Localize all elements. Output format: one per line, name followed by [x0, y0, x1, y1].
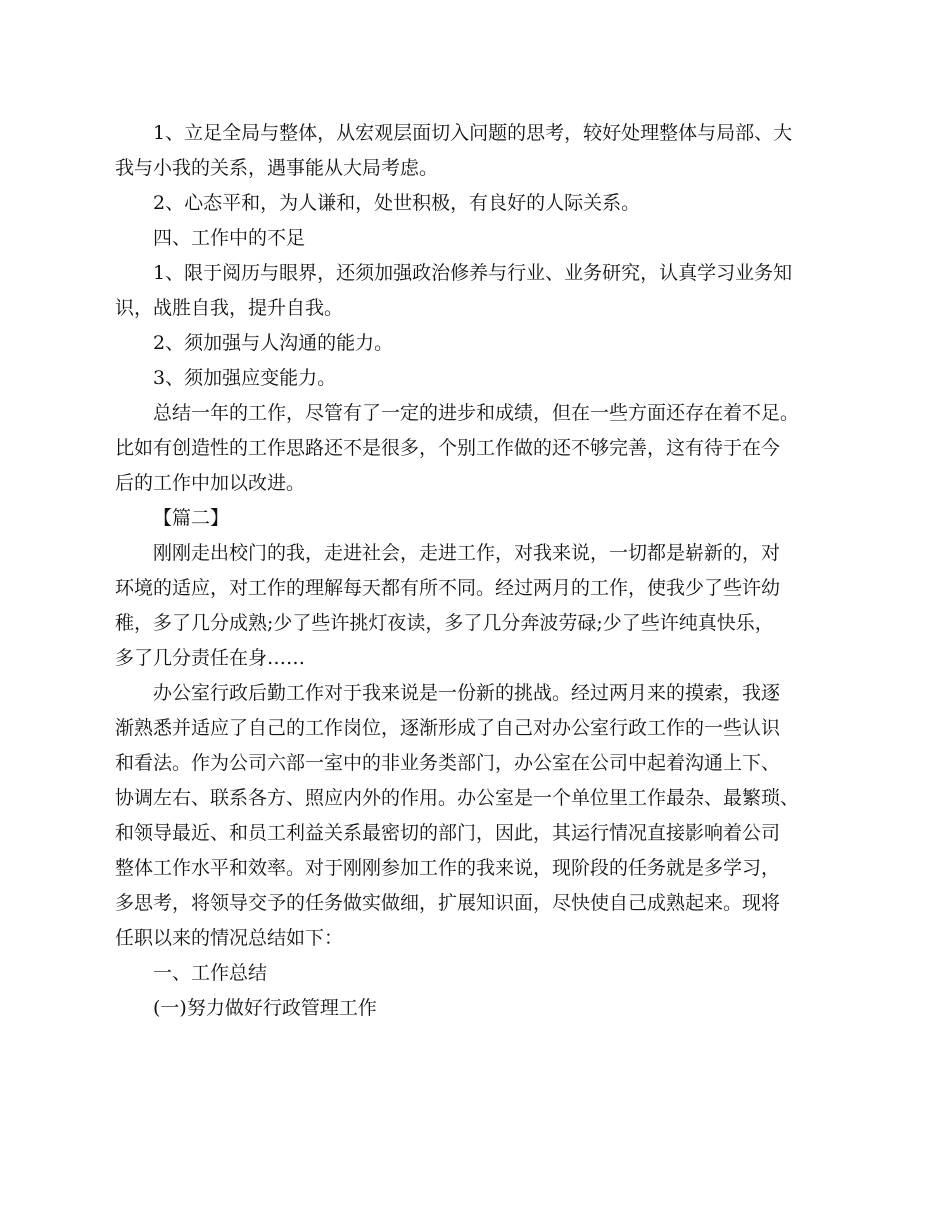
- text-line: 协调左右、联系各方、照应内外的作用。办公室是一个单位里工作最杂、最繁琐、: [115, 787, 800, 809]
- section-heading-part-two: [115, 501, 815, 536]
- text-line: 刚刚走出校门的我，走进社会，走进工作，对我来说，一切都是崭新的，对: [153, 542, 781, 564]
- paragraph-strength-2: [115, 186, 815, 221]
- paragraph-shortcoming-3: [115, 361, 815, 396]
- text-line: 总结一年的工作，尽管有了一定的进步和成绩，但在一些方面还存在着不足。: [153, 402, 800, 424]
- paragraph-shortcoming-1: [115, 256, 815, 326]
- subsection-heading-admin: [115, 991, 815, 1026]
- paragraph-strength-1: [115, 116, 815, 186]
- paragraph-office-work: [115, 676, 815, 956]
- text-line: 整体工作水平和效率。对于刚刚参加工作的我来说，现阶段的任务就是多学习，: [115, 857, 781, 879]
- text-line: 四、工作中的不足: [153, 227, 306, 249]
- paragraph-intro: [115, 536, 815, 676]
- text-line: 比如有创造性的工作思路还不是很多，个别工作做的还不够完善，这有待于在今: [115, 437, 781, 459]
- text-line: 识，战胜自我，提升自我。: [115, 297, 344, 319]
- paragraph-shortcoming-2: [115, 326, 815, 361]
- text-line: 一、工作总结: [153, 962, 268, 984]
- text-line: 和看法。作为公司六部一室中的非业务类部门，办公室在公司中起着沟通上下、: [115, 752, 781, 774]
- text-line: (一)努力做好行政管理工作: [153, 997, 377, 1019]
- text-line: 环境的适应，对工作的理解每天都有所不同。经过两月的工作，使我少了些许幼: [115, 577, 781, 599]
- text-line: 多思考，将领导交予的任务做实做细，扩展知识面，尽快使自己成熟起来。现将: [115, 892, 781, 914]
- section-heading-shortcomings: [115, 221, 815, 256]
- text-line: 【篇二】: [153, 507, 230, 529]
- text-line: 稚，多了几分成熟;少了些许挑灯夜读，多了几分奔波劳碌;少了些许纯真快乐，: [115, 612, 774, 634]
- text-line: 3、须加强应变能力。: [153, 367, 337, 389]
- text-line: 2、心态平和，为人谦和，处世积极，有良好的人际关系。: [153, 192, 641, 214]
- text-line: 1、限于阅历与眼界，还须加强政治修养与行业、业务研究，认真学习业务知: [153, 262, 793, 284]
- section-heading-work-summary: [115, 956, 815, 991]
- text-line: 2、须加强与人沟通的能力。: [153, 332, 394, 354]
- text-line: 渐熟悉并适应了自己的工作岗位，逐渐形成了自己对办公室行政工作的一些认识: [115, 717, 781, 739]
- text-line: 多了几分责任在身……: [115, 647, 306, 669]
- text-line: 办公室行政后勤工作对于我来说是一份新的挑战。经过两月来的摸索，我逐: [153, 682, 781, 704]
- text-line: 1、立足全局与整体，从宏观层面切入问题的思考，较好处理整体与局部、大: [153, 122, 793, 144]
- text-line: 和领导最近、和员工利益关系最密切的部门，因此，其运行情况直接影响着公司: [115, 822, 781, 844]
- document-body: [115, 116, 815, 1026]
- paragraph-summary: [115, 396, 815, 501]
- text-line: 任职以来的情况总结如下：: [115, 927, 344, 949]
- text-line: 我与小我的关系，遇事能从大局考虑。: [115, 157, 439, 179]
- text-line: 后的工作中加以改进。: [115, 472, 306, 494]
